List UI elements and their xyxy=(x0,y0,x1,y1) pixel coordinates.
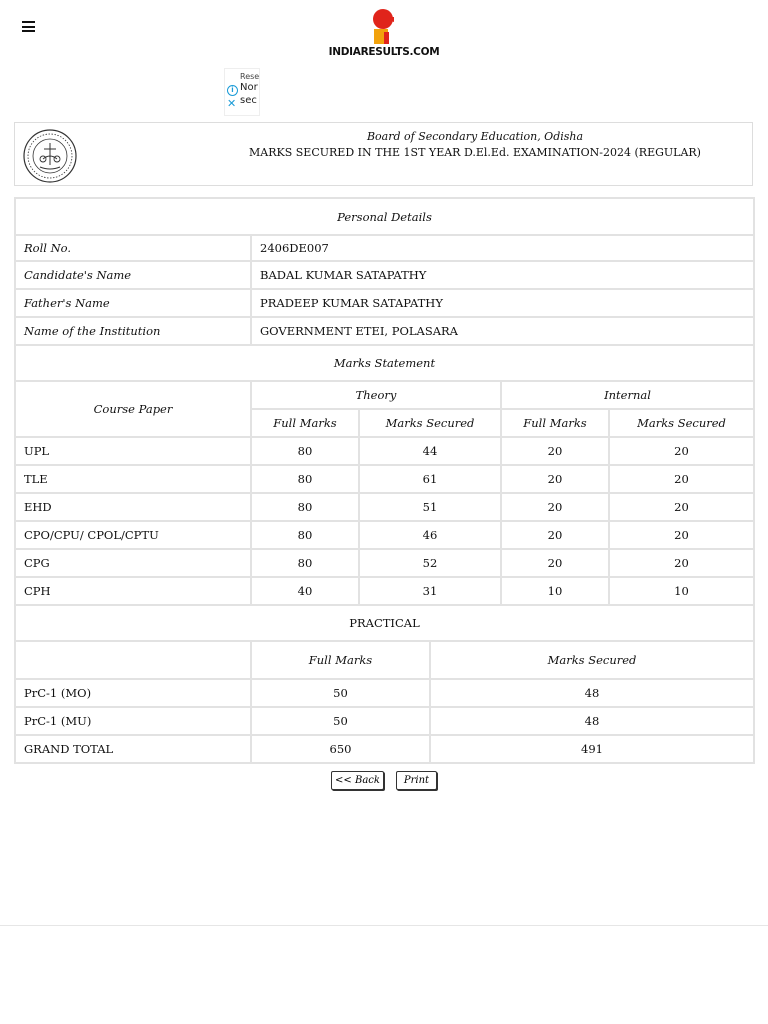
candidate-name-label: Candidate's Name xyxy=(15,261,251,289)
theory-secured: 52 xyxy=(359,549,501,577)
grand-total-full: 650 xyxy=(251,735,430,763)
institution-label: Name of the Institution xyxy=(15,317,251,345)
table-row xyxy=(15,707,754,735)
table-row xyxy=(15,493,754,521)
theory-full: 80 xyxy=(251,465,359,493)
board-seal-icon xyxy=(23,129,77,183)
practical-full: 50 xyxy=(251,707,430,735)
candidate-name-value: BADAL KUMAR SATAPATHY xyxy=(251,261,754,289)
theory-secured: 46 xyxy=(359,521,501,549)
practical-secured: 48 xyxy=(430,679,754,707)
ad-text-2: Nor xyxy=(240,82,258,93)
internal-secured: 20 xyxy=(609,493,754,521)
ad-text-1: Rese xyxy=(240,72,260,81)
personal-details-title: Personal Details xyxy=(15,198,754,235)
table-row xyxy=(15,521,754,549)
site-logo[interactable] xyxy=(326,6,442,60)
internal-full-marks-header: Full Marks xyxy=(501,409,609,437)
marks-statement-title: Marks Statement xyxy=(15,345,754,381)
ad-close-icon[interactable]: ✕ xyxy=(227,97,237,110)
grand-total-label: GRAND TOTAL xyxy=(15,735,251,763)
paper-name: EHD xyxy=(15,493,251,521)
logo-text: INDIARESULTS.COM xyxy=(328,46,440,58)
practical-full: 50 xyxy=(251,679,430,707)
paper-name: TLE xyxy=(15,465,251,493)
practical-marks-secured-header: Marks Secured xyxy=(430,641,754,679)
practical-blank-header xyxy=(15,641,251,679)
exam-title: MARKS SECURED IN THE 1ST YEAR D.El.Ed. EXAMINATION-2024 (REGULAR) xyxy=(249,146,701,159)
paper-name: CPH xyxy=(15,577,251,605)
theory-full: 40 xyxy=(251,577,359,605)
internal-secured: 20 xyxy=(609,437,754,465)
roll-no-value: 2406DE007 xyxy=(251,235,754,261)
logo-mark-icon xyxy=(372,8,398,44)
table-row xyxy=(15,465,754,493)
top-bar xyxy=(0,0,768,64)
father-name-label: Father's Name xyxy=(15,289,251,317)
table-row xyxy=(15,549,754,577)
practical-full-marks-header: Full Marks xyxy=(251,641,430,679)
practical-title: PRACTICAL xyxy=(15,605,754,641)
table-row xyxy=(15,437,754,465)
internal-secured: 20 xyxy=(609,521,754,549)
internal-full: 10 xyxy=(501,577,609,605)
theory-full: 80 xyxy=(251,521,359,549)
roll-no-label: Roll No. xyxy=(15,235,251,261)
table-row xyxy=(15,577,754,605)
internal-marks-secured-header: Marks Secured xyxy=(609,409,754,437)
grand-total-secured: 491 xyxy=(430,735,754,763)
grand-total-row xyxy=(15,735,754,763)
menu-icon[interactable] xyxy=(22,21,35,32)
theory-full: 80 xyxy=(251,437,359,465)
father-name-value: PRADEEP KUMAR SATAPATHY xyxy=(251,289,754,317)
theory-full-marks-header: Full Marks xyxy=(251,409,359,437)
internal-full: 20 xyxy=(501,465,609,493)
theory-secured: 44 xyxy=(359,437,501,465)
ad-text-3: sec xyxy=(240,95,257,106)
paper-name: UPL xyxy=(15,437,251,465)
print-button[interactable]: Print xyxy=(396,771,437,790)
internal-header: Internal xyxy=(501,381,754,409)
institution-value: GOVERNMENT ETEI, POLASARA xyxy=(251,317,754,345)
theory-marks-secured-header: Marks Secured xyxy=(359,409,501,437)
internal-full: 20 xyxy=(501,549,609,577)
internal-full: 20 xyxy=(501,437,609,465)
theory-secured: 51 xyxy=(359,493,501,521)
paper-name: CPO/CPU/ CPOL/CPTU xyxy=(15,521,251,549)
internal-secured: 20 xyxy=(609,549,754,577)
internal-full: 20 xyxy=(501,493,609,521)
paper-name: CPG xyxy=(15,549,251,577)
practical-label: PrC-1 (MO) xyxy=(15,679,251,707)
internal-secured: 10 xyxy=(609,577,754,605)
theory-full: 80 xyxy=(251,493,359,521)
ad-banner[interactable] xyxy=(224,68,260,116)
board-name: Board of Secondary Education, Odisha xyxy=(366,130,584,143)
practical-secured: 48 xyxy=(430,707,754,735)
result-header xyxy=(14,122,753,186)
theory-full: 80 xyxy=(251,549,359,577)
internal-full: 20 xyxy=(501,521,609,549)
footer-divider xyxy=(0,925,768,926)
practical-label: PrC-1 (MU) xyxy=(15,707,251,735)
theory-secured: 31 xyxy=(359,577,501,605)
table-row xyxy=(15,679,754,707)
result-table xyxy=(14,197,755,764)
ad-info-icon[interactable]: i xyxy=(227,85,238,96)
theory-header: Theory xyxy=(251,381,501,409)
back-button[interactable]: << Back xyxy=(331,771,384,790)
internal-secured: 20 xyxy=(609,465,754,493)
theory-secured: 61 xyxy=(359,465,501,493)
course-paper-header: Course Paper xyxy=(15,381,251,437)
